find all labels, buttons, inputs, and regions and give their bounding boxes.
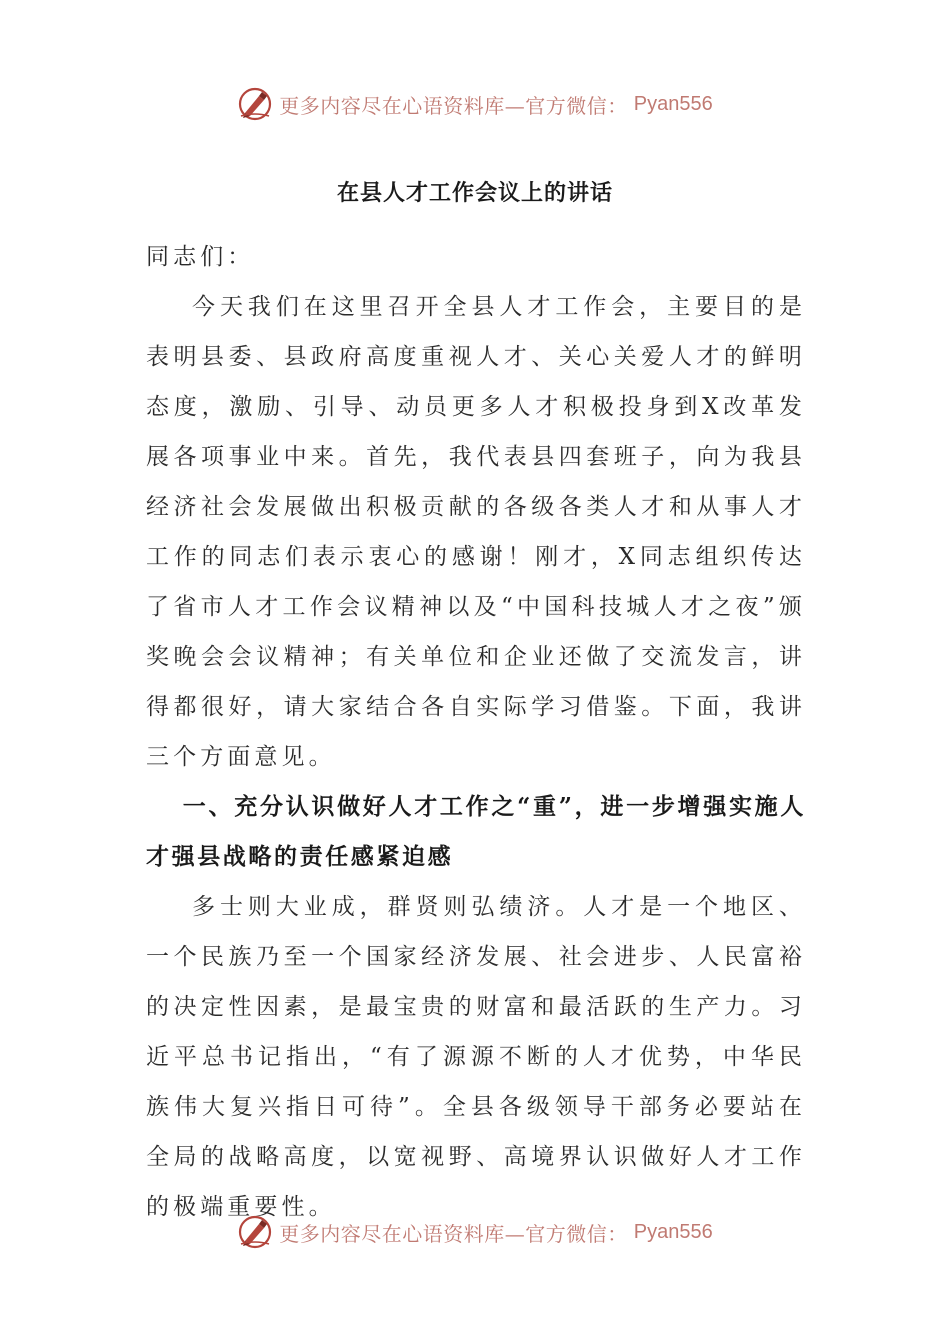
watermark-banner-bottom — [0, 1210, 950, 1254]
watermark-text: 更多内容尽在心语资料库—官方微信： — [279, 93, 628, 118]
section-heading: 一、充分认识做好人才工作之“重”，进一步增强实施人才强县战略的责任感紧迫感 — [146, 793, 806, 870]
watermark-wechat-id: Pyan556 — [633, 92, 713, 115]
watermark-banner-top — [0, 82, 950, 126]
intro-paragraph: 今天我们在这里召开全县人才工作会，主要目的是表明县委、县政府高度重视人才、关心关爱人才的鲜明态度，激励、引导、动员更多人才积极投身到X改革发展各项事业中来。首先，我代表县四套班子，向为我县经济社会发展做出积极贡献的各级各类人才和从事人才工作的同志们表示衷心的感谢！刚才，X同志组织传达了省市人才工作会议精神以及“中国科技城人才之夜”颁奖晚会会议精神；有关单位和企业还做了交流发言，讲得都很好，请大家结合各自实际学习借鉴。下面，我讲三个方面意见。 — [146, 294, 806, 770]
pen-logo-icon — [237, 86, 273, 122]
document-body — [146, 232, 806, 1232]
watermark-wechat-id: Pyan556 — [633, 1220, 713, 1243]
watermark-text: 更多内容尽在心语资料库—官方微信： — [279, 1221, 628, 1246]
pen-logo-icon — [237, 1214, 273, 1250]
section-paragraph: 多士则大业成，群贤则弘绩济。人才是一个地区、一个民族乃至一个国家经济发展、社会进步、人民富裕的决定性因素，是最宝贵的财富和最活跃的生产力。习近平总书记指出，“有了源源不断的人才优势，中华民族伟大复兴指日可待”。全县各级领导干部务必要站在全局的战略高度，以宽视野、高境界认识做好人才工作的极端重要性。 — [146, 894, 806, 1220]
salutation: 同志们： — [146, 244, 255, 270]
document-title: 在县人才工作会议上的讲话 — [336, 180, 613, 206]
